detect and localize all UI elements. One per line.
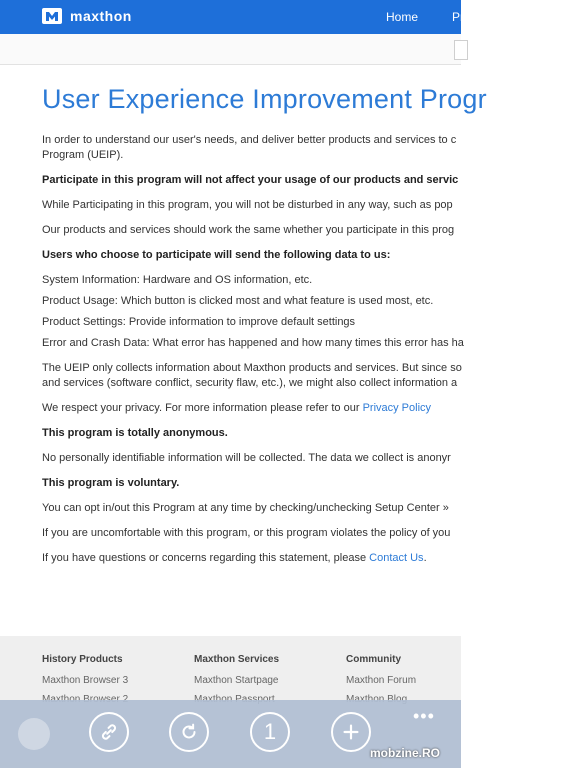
- link-icon: [98, 721, 120, 743]
- questions-text: If you have questions or concerns regarding this statement, please: [42, 552, 370, 564]
- more-menu-button[interactable]: •••: [413, 706, 435, 726]
- page-title: User Experience Improvement Progr: [42, 84, 487, 114]
- brand-name: maxthon: [70, 8, 132, 24]
- paragraph-not-disturbed: While Participating in this program, you will not be disturbed in any way, such as pop: [42, 199, 453, 211]
- intro-line-2: Program (UEIP).: [42, 149, 124, 161]
- paragraph-opt-in-out: You can opt in/out this Program at any time by checking/unchecking Setup Center »: [42, 502, 449, 514]
- footer-heading: Maxthon Services: [194, 654, 280, 665]
- footer-heading: Community: [346, 654, 401, 665]
- site-header: [0, 0, 464, 34]
- data-item-errors: Error and Crash Data: What error has happened and how many times this error has ha: [42, 337, 464, 349]
- heading-voluntary: This program is voluntary.: [42, 477, 180, 489]
- privacy-text: We respect your privacy. For more information please refer to our: [42, 402, 363, 414]
- paragraph-anonymous: No personally identifiable information will be collected. The data we collect is anonyr: [42, 452, 451, 464]
- new-tab-button[interactable]: [331, 712, 371, 752]
- nav-products-link[interactable]: Pr: [452, 10, 464, 24]
- watermark: mobzine.RO: [370, 746, 441, 760]
- data-item-system: System Information: Hardware and OS information, etc.: [42, 274, 313, 286]
- privacy-policy-link[interactable]: Privacy Policy: [362, 402, 432, 414]
- heading-no-effect: Participate in this program will not affect your usage of our products and servic: [42, 174, 459, 186]
- sub-navigation-bar: [0, 34, 461, 65]
- paragraph-uncomfortable: If you are uncomfortable with this program, or this program violates the policy of you: [42, 527, 451, 539]
- data-item-usage: Product Usage: Which button is clicked most and what feature is used most, etc.: [42, 295, 434, 307]
- subnav-box[interactable]: [454, 40, 468, 60]
- privacy-paragraph: [42, 401, 562, 416]
- refresh-icon: [178, 721, 200, 743]
- main-content: [42, 84, 562, 566]
- ueip-line-2: and services (software conflict, security flaw, etc.), we might also collect information a: [42, 377, 458, 389]
- footer-link[interactable]: Maxthon Startpage: [194, 675, 279, 686]
- tab-count: 1: [263, 719, 277, 744]
- nav-home-link[interactable]: Home: [386, 10, 419, 24]
- questions-end: .: [423, 552, 427, 564]
- heading-anonymous: This program is totally anonymous.: [42, 427, 228, 439]
- link-button[interactable]: [89, 712, 129, 752]
- questions-paragraph: [42, 551, 562, 566]
- footer-heading: History Products: [42, 654, 123, 665]
- intro-line-1: In order to understand our user's needs, and deliver better products and services to c: [42, 134, 457, 146]
- maxthon-logo-icon: [42, 8, 62, 24]
- paragraph-same-work: Our products and services should work the same whether you participate in this prog: [42, 224, 455, 236]
- maxthon-logo[interactable]: [42, 8, 132, 24]
- plus-icon: [340, 721, 362, 743]
- tabs-button[interactable]: [250, 712, 290, 752]
- faded-back-button[interactable]: [18, 718, 50, 750]
- contact-us-link[interactable]: Contact Us: [369, 552, 424, 564]
- refresh-button[interactable]: [169, 712, 209, 752]
- data-item-settings: Product Settings: Provide information to improve default settings: [42, 316, 356, 328]
- ueip-line-1: The UEIP only collects information about Maxthon products and services. But since so: [42, 362, 462, 374]
- footer-link[interactable]: Maxthon Forum: [346, 675, 417, 686]
- footer-link[interactable]: Maxthon Browser 3: [42, 675, 129, 686]
- heading-data-sent: Users who choose to participate will send the following data to us:: [42, 249, 391, 261]
